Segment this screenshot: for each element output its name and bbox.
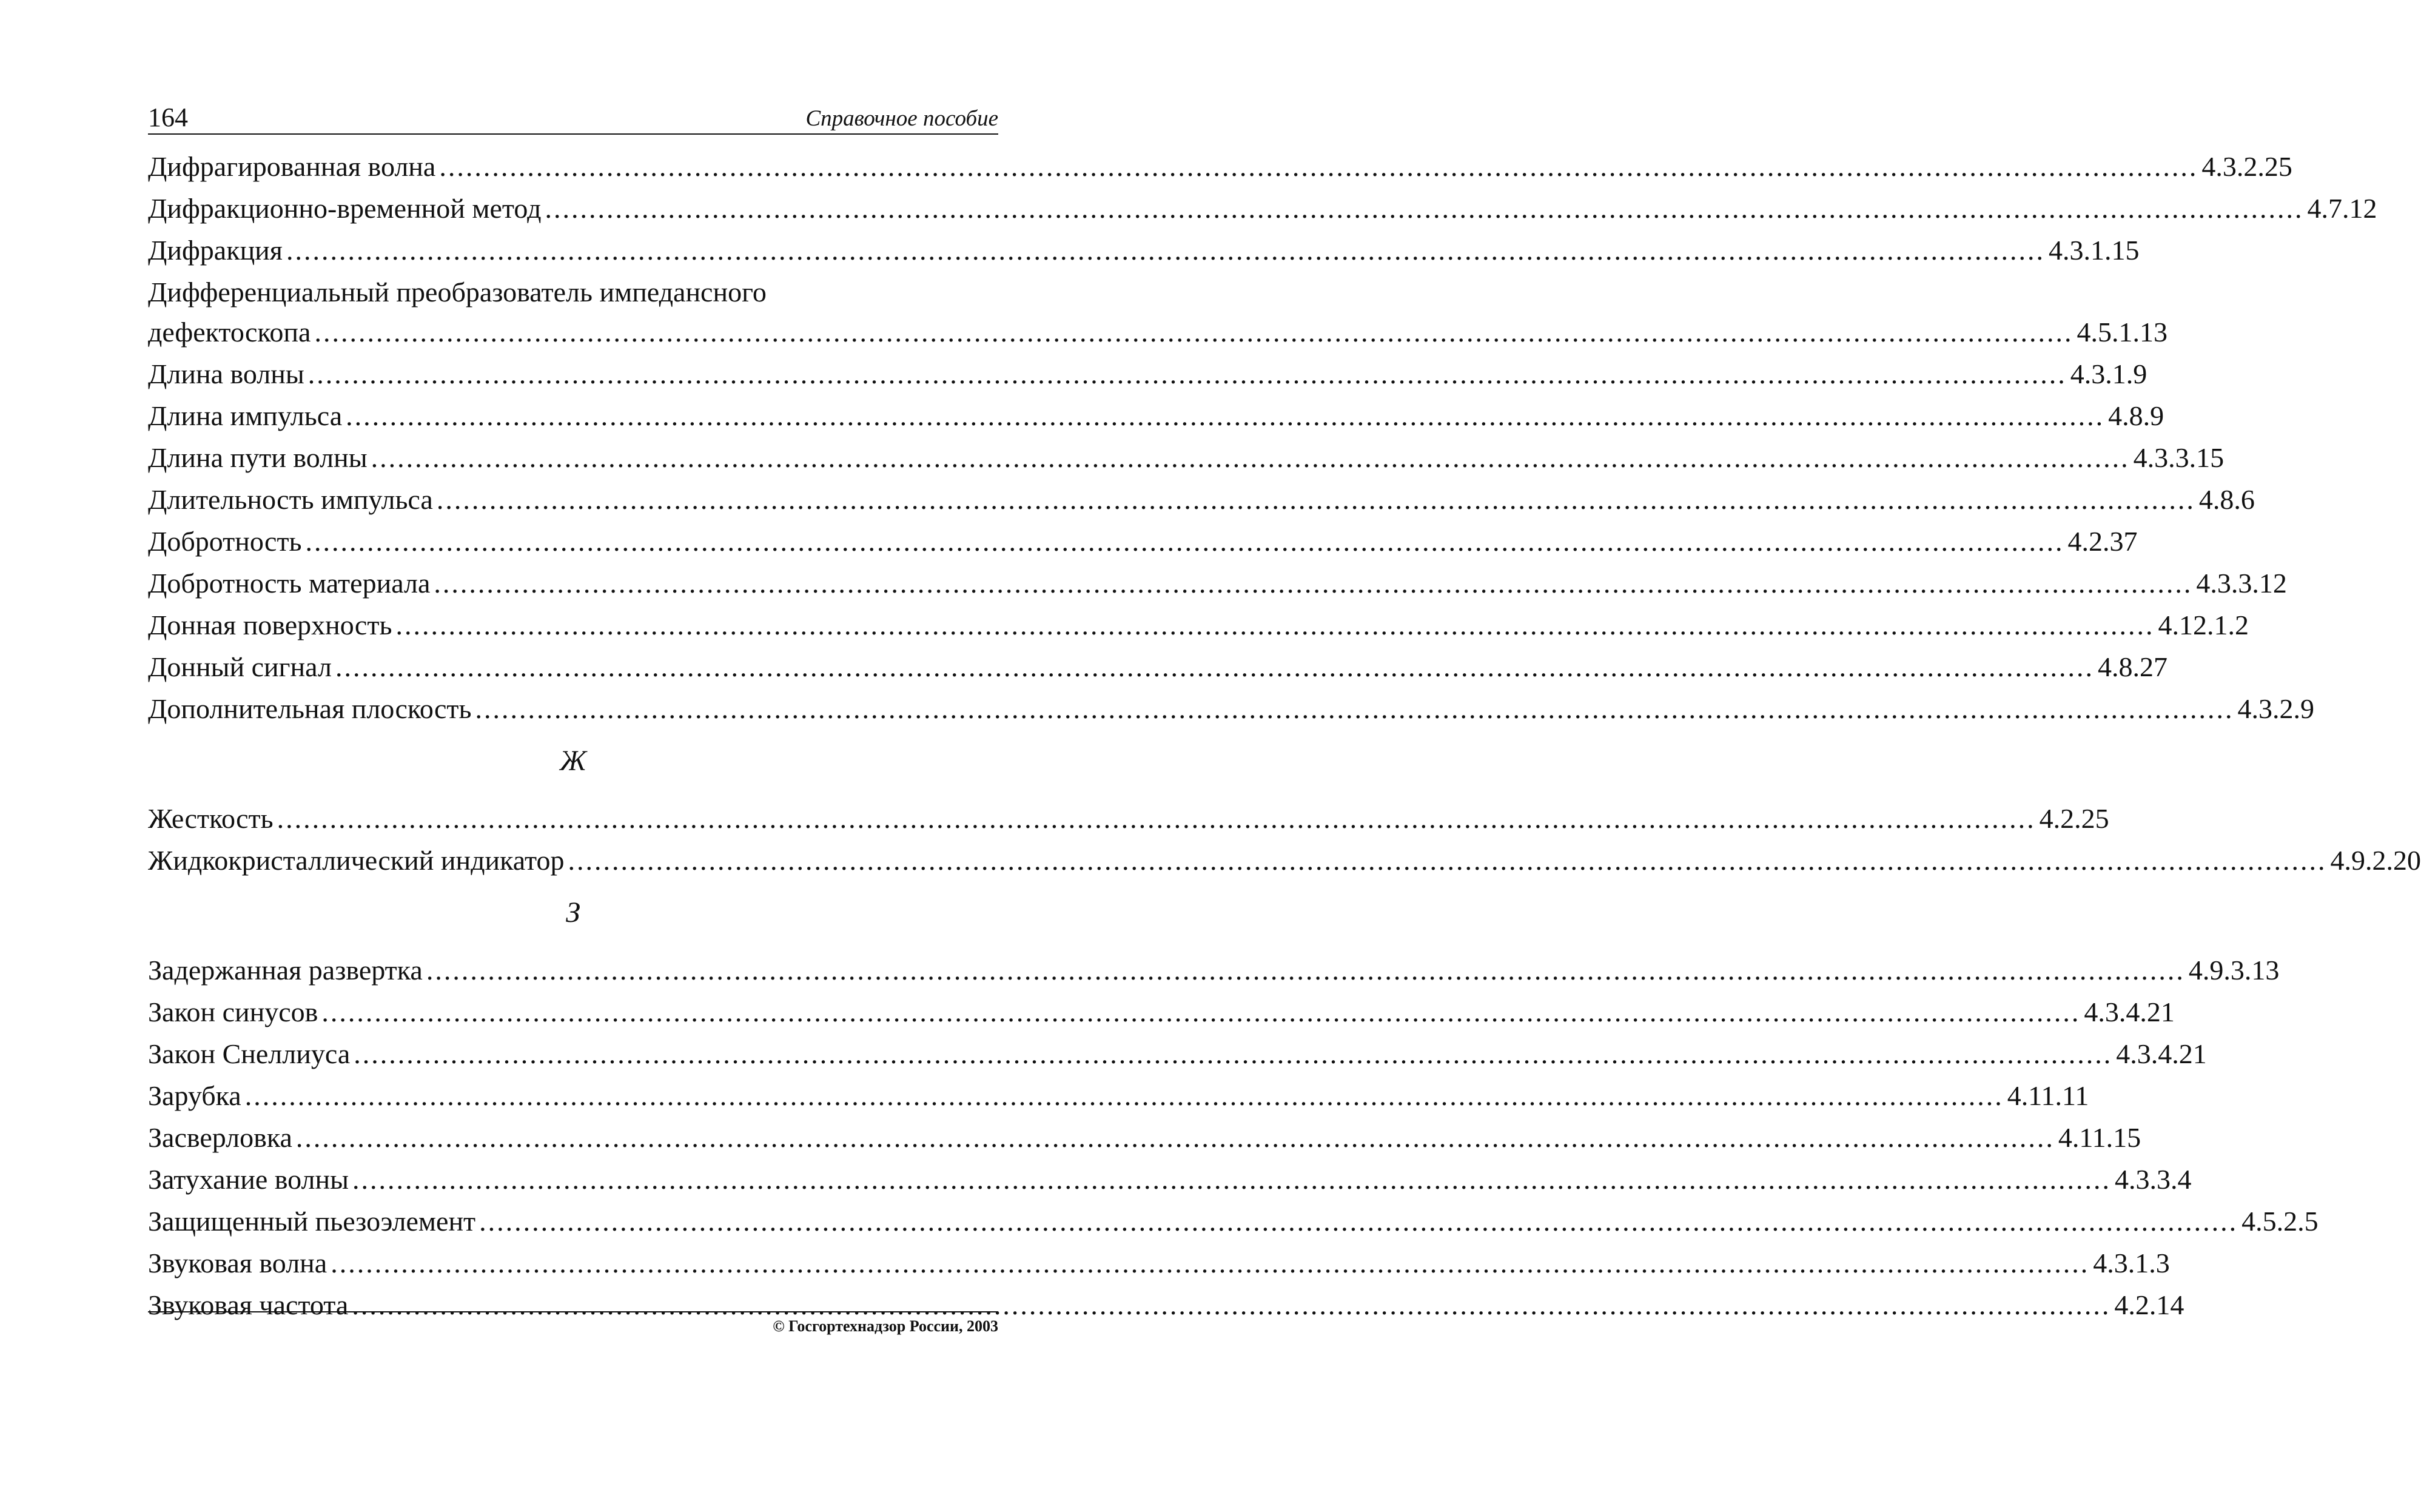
index-reference: 4.7.12 xyxy=(2307,193,2377,224)
index-entry xyxy=(148,562,2287,604)
index-entry xyxy=(148,1158,2192,1200)
index-term: Задержанная развертка xyxy=(148,955,423,986)
dot-leader: ........................................................................................................................................................................................................ xyxy=(568,845,2327,876)
index-reference: 4.2.25 xyxy=(2039,803,2109,834)
index-term: Добротность материала xyxy=(148,568,431,599)
dot-leader: ........................................................................................................................................................................................................ xyxy=(434,568,2193,599)
index-term: Закон Снеллиуса xyxy=(148,1038,351,1069)
dot-leader: ........................................................................................................................................................................................................ xyxy=(545,193,2304,224)
dot-leader: ........................................................................................................................................................................................................ xyxy=(479,1206,2238,1237)
index-reference: 4.8.27 xyxy=(2097,651,2167,682)
index-reference: 4.2.14 xyxy=(2114,1289,2184,1320)
copyright-notice: © Госгортехнадзор России, 2003 xyxy=(773,1317,998,1335)
index-term: Дифракция xyxy=(148,235,283,266)
index-reference: 4.3.3.15 xyxy=(2133,442,2225,473)
index-term: Длительность импульса xyxy=(148,484,433,515)
index-term: Звуковая частота xyxy=(148,1289,349,1320)
index-term: Жидкокристаллический индикатор xyxy=(148,845,565,876)
index-reference: 4.3.1.15 xyxy=(2048,235,2140,266)
dot-leader: ........................................................................................................................................................................................................ xyxy=(286,235,2045,266)
index-term: Дифракционно-временной метод xyxy=(148,193,542,224)
index-entry xyxy=(148,604,2249,646)
index-reference: 4.3.4.21 xyxy=(2116,1038,2207,1069)
index-entry xyxy=(148,229,2140,271)
index-reference: 4.11.15 xyxy=(2058,1122,2141,1153)
index-entry xyxy=(148,839,2421,881)
dot-leader: ........................................................................................................................................................................................................ xyxy=(352,1289,2111,1320)
index-reference: 4.8.6 xyxy=(2198,484,2255,515)
dot-leader: ........................................................................................................................................................................................................ xyxy=(439,151,2198,182)
index-term: Длина волны xyxy=(148,358,304,389)
section-letter-heading: Ж xyxy=(560,745,586,777)
index-entry xyxy=(148,646,2167,688)
index-reference: 4.11.11 xyxy=(2007,1080,2089,1111)
dot-leader: ........................................................................................................................................................................................................ xyxy=(426,955,2185,986)
index-term: Защищенный пьезоэлемент xyxy=(148,1206,476,1237)
page-header xyxy=(148,99,998,135)
index-term: Дифференциальный преобразователь импедансного xyxy=(148,277,767,307)
dot-leader: ........................................................................................................................................................................................................ xyxy=(475,693,2234,724)
index-entry xyxy=(148,187,2377,229)
index-term: Засверловка xyxy=(148,1122,292,1153)
dot-leader: ........................................................................................................................................................................................................ xyxy=(395,610,2155,640)
index-reference: 4.12.1.2 xyxy=(2158,610,2249,640)
dot-leader: ........................................................................................................................................................................................................ xyxy=(436,484,2195,515)
dot-leader: ........................................................................................................................................................................................................ xyxy=(321,996,2081,1027)
dot-leader: ........................................................................................................................................................................................................ xyxy=(354,1038,2113,1069)
index-entry xyxy=(148,146,2292,187)
index-term: дефектоскопа xyxy=(148,317,311,348)
index-entry xyxy=(148,353,2147,395)
index-reference: 4.5.2.5 xyxy=(2241,1206,2319,1237)
index-entry xyxy=(148,798,2109,839)
index-entries xyxy=(148,146,2421,1326)
index-term: Длина импульса xyxy=(148,400,343,431)
footer-rule xyxy=(148,1311,998,1312)
index-entry xyxy=(148,1200,2319,1242)
index-term: Донный сигнал xyxy=(148,651,332,682)
index-reference: 4.5.1.13 xyxy=(2077,317,2167,348)
index-entry xyxy=(148,1033,2207,1075)
index-entry xyxy=(148,1075,2089,1117)
index-entry xyxy=(148,271,998,311)
index-reference: 4.3.4.21 xyxy=(2084,996,2175,1027)
dot-leader: ........................................................................................................................................................................................................ xyxy=(244,1080,2004,1111)
index-term: Зарубка xyxy=(148,1080,241,1111)
index-entry xyxy=(148,395,2164,437)
dot-leader: ........................................................................................................................................................................................................ xyxy=(331,1248,2090,1278)
index-entry xyxy=(148,311,2167,353)
dot-leader: ........................................................................................................................................................................................................ xyxy=(352,1164,2112,1195)
index-term: Донная поверхность xyxy=(148,610,392,640)
index-entry xyxy=(148,688,2315,730)
index-reference: 4.3.3.12 xyxy=(2196,568,2287,599)
index-entry xyxy=(148,479,2255,520)
index-term: Дополнительная плоскость xyxy=(148,693,472,724)
dot-leader: ........................................................................................................................................................................................................ xyxy=(335,651,2094,682)
index-term: Добротность xyxy=(148,526,302,557)
index-entry xyxy=(148,991,2175,1033)
index-term: Звуковая волна xyxy=(148,1248,327,1278)
dot-leader: ........................................................................................................................................................................................................ xyxy=(295,1122,2055,1153)
running-title: Справочное пособие xyxy=(805,106,998,131)
dot-leader: ........................................................................................................................................................................................................ xyxy=(305,526,2064,557)
dot-leader: ........................................................................................................................................................................................................ xyxy=(371,442,2130,473)
dot-leader: ........................................................................................................................................................................................................ xyxy=(314,317,2073,348)
index-term: Закон синусов xyxy=(148,996,318,1027)
index-reference: 4.3.2.9 xyxy=(2237,693,2315,724)
index-reference: 4.3.1.3 xyxy=(2093,1248,2170,1278)
section-letter-heading: З xyxy=(566,896,580,929)
index-term: Жесткость xyxy=(148,803,274,834)
dot-leader: ........................................................................................................................................................................................................ xyxy=(277,803,2036,834)
dot-leader: ........................................................................................................................................................................................................ xyxy=(307,358,2067,389)
index-reference: 4.3.2.25 xyxy=(2201,151,2292,182)
index-term: Дифрагированная волна xyxy=(148,151,436,182)
dot-leader: ........................................................................................................................................................................................................ xyxy=(346,400,2105,431)
index-entry xyxy=(148,1242,2170,1284)
index-term: Длина пути волны xyxy=(148,442,368,473)
index-reference: 4.9.3.13 xyxy=(2188,955,2280,986)
index-term: Затухание волны xyxy=(148,1164,349,1195)
index-reference: 4.2.37 xyxy=(2067,526,2138,557)
index-reference: 4.3.3.4 xyxy=(2115,1164,2192,1195)
index-entry xyxy=(148,437,2225,479)
page-number: 164 xyxy=(148,102,188,132)
index-reference: 4.9.2.20 xyxy=(2330,845,2421,876)
index-entry xyxy=(148,520,2138,562)
index-reference: 4.8.9 xyxy=(2108,400,2164,431)
index-entry xyxy=(148,949,2280,991)
index-entry xyxy=(148,1117,2141,1158)
index-reference: 4.3.1.9 xyxy=(2070,358,2147,389)
